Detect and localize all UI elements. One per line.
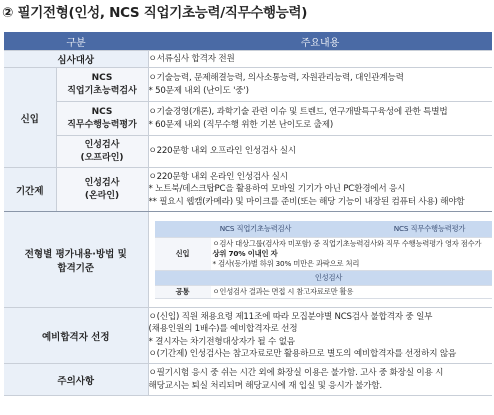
inner-common-label: 공통 bbox=[155, 285, 211, 298]
inner-personality-head: 인성검사 bbox=[155, 270, 493, 285]
section-title: ② 필기전형(인성, NCS 직업기초능력/직무수행능력) bbox=[2, 5, 308, 21]
reserve-label: 예비합격자 선정 bbox=[4, 308, 148, 364]
evaluation-inner-table bbox=[155, 221, 493, 299]
newhire-personality-label: 인성검사 (오프라인) bbox=[56, 136, 148, 168]
header-category: 구분 bbox=[4, 32, 148, 51]
newhire-personality-content: ㅇ220문항 내외 오프라인 인성검사 실시 bbox=[148, 136, 492, 168]
inner-common-content: ㅇ인성검사 결과는 면접 시 참고자료로만 활용 bbox=[211, 285, 493, 298]
screening-target-content: ㅇ서류심사 합격자 전원 bbox=[148, 51, 492, 68]
ncs-basic-content: ㅇ기술능력, 문제해결능력, 의사소통능력, 자원관리능력, 대인관계능력 * 50문제 내외 (난이도 '중') bbox=[148, 68, 492, 102]
screening-target-label: 심사대상 bbox=[4, 51, 148, 68]
header-content: 주요내용 bbox=[148, 32, 492, 51]
newhire-label: 신입 bbox=[4, 68, 56, 168]
inner-newhire-label: 신입 bbox=[155, 237, 211, 270]
evaluation-content bbox=[148, 212, 492, 308]
ncs-job-content: ㅇ기술경영(개론), 과학기술 관련 이슈 및 트렌드, 연구개발특구육성에 관한 특별법 * 60문제 내외 (직무수행 위한 기본 난이도로 출제) bbox=[148, 102, 492, 136]
caution-content: ㅇ필기시험 응시 중 쉬는 시간 외에 화장실 이용은 불가함. 고사 중 화장실 이용 시 해당교시는 퇴실 처리되며 해당교시에 재 입실 및 응시가 불가함. bbox=[148, 364, 492, 396]
ncs-basic-label: NCS 직업기초능력검사 bbox=[56, 68, 148, 102]
evaluation-label: 전형별 평가내용·방법 및 합격기준 bbox=[4, 212, 148, 308]
screening-table bbox=[4, 32, 492, 396]
inner-newhire-content: ㅇ검사 대상그룹(검사자 미포함) 중 직업기초능력검사와 직무 수행능력평가 영자 점수가 상위 70% 이내인 자 * 검사(등가)별 하위 30% 미만은 과락으로 처리 bbox=[211, 237, 493, 270]
inner-head-ncs-basic: NCS 직업기초능력검사 bbox=[155, 221, 357, 238]
reserve-content: ㅇ(신입) 직원 채용요령 제11조에 따라 모집분야별 NCS검사 불합격자 중 일부 (채용인원의 1배수)를 예비합격자로 선정 * 결시자는 차기전형대상자가 될 수 없음 ㅇ(기간제) 인성검사는 참고자료로만 활용하므로 별도의 예비합격자를 선정하지 않음 bbox=[148, 308, 492, 364]
fixed-term-label: 기간제 bbox=[4, 168, 56, 212]
fixed-term-personality-content: ㅇ220문항 내외 온라인 인성검사 실시 * 노트북/데스크탑PC을 활용하여 모바일 기기가 아닌 PC환경에서 응시 ** 필요시 웹캠(카메라) 및 마이크를 준비(또는 해당 기능이 내장된 컴퓨터 사용) 해야함 bbox=[148, 168, 492, 212]
fixed-term-personality-label: 인성검사 (온라인) bbox=[56, 168, 148, 212]
inner-head-ncs-job: NCS 직무수행능력평가 bbox=[357, 221, 493, 238]
caution-label: 주의사항 bbox=[4, 364, 148, 396]
ncs-job-label: NCS 직무수행능력평가 bbox=[56, 102, 148, 136]
